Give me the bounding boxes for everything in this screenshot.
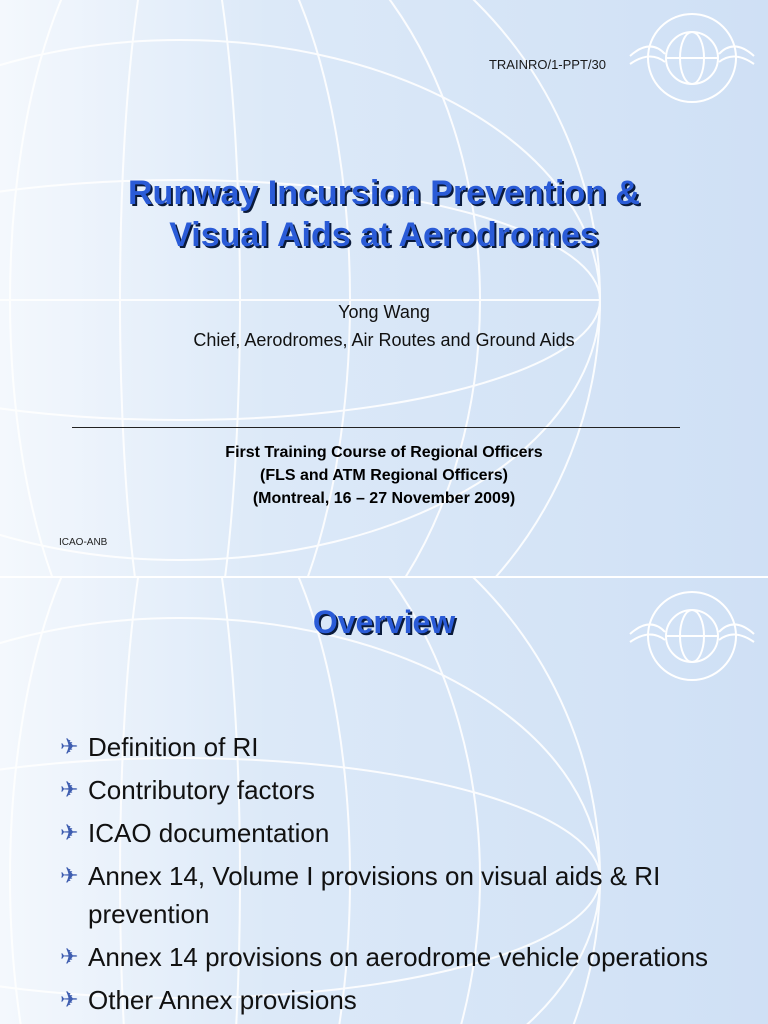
airplane-bullet-icon: ✈ [60, 820, 79, 845]
bullet-text: Annex 14, Volume I provisions on visual aids & RI prevention [88, 861, 661, 929]
list-item [60, 981, 740, 1019]
course-info [0, 441, 768, 510]
page-title [0, 172, 768, 256]
course-line-3: (Montreal, 16 – 27 November 2009) [252, 490, 516, 507]
list-item [60, 857, 740, 933]
bullet-text: Definition of RI [88, 732, 259, 762]
bullet-text: Contributory factors [88, 775, 315, 805]
divider [72, 427, 680, 428]
author-role: Chief, Aerodromes, Air Routes and Ground Aids [193, 330, 575, 350]
title-line-2: Visual Aids at Aerodromes [169, 216, 599, 254]
list-item [60, 771, 740, 809]
list-item [60, 814, 740, 852]
airplane-bullet-icon: ✈ [60, 987, 79, 1012]
overview-slide [0, 578, 768, 1024]
overview-title: Overview [312, 604, 456, 640]
author-name: Yong Wang [338, 302, 430, 322]
airplane-bullet-icon: ✈ [60, 734, 79, 759]
airplane-bullet-icon: ✈ [60, 777, 79, 802]
slide-code: TRAINRO/1-PPT/30 [488, 57, 606, 72]
title-line-1: Runway Incursion Prevention & [128, 174, 640, 212]
bullet-list [60, 728, 740, 1024]
course-line-2: (FLS and ATM Regional Officers) [259, 467, 508, 484]
author-block [0, 298, 768, 354]
footer-label: ICAO-ANB [59, 537, 108, 548]
course-line-1: First Training Course of Regional Officers [225, 444, 543, 461]
airplane-bullet-icon: ✈ [60, 944, 79, 969]
list-item [60, 728, 740, 766]
bullet-text: Annex 14 provisions on aerodrome vehicle operations [88, 942, 709, 972]
bullet-text: Other Annex provisions [88, 985, 357, 1015]
list-item [60, 938, 740, 976]
bullet-text: ICAO documentation [88, 818, 330, 848]
airplane-bullet-icon: ✈ [60, 863, 79, 888]
icao-emblem-icon [625, 8, 760, 108]
